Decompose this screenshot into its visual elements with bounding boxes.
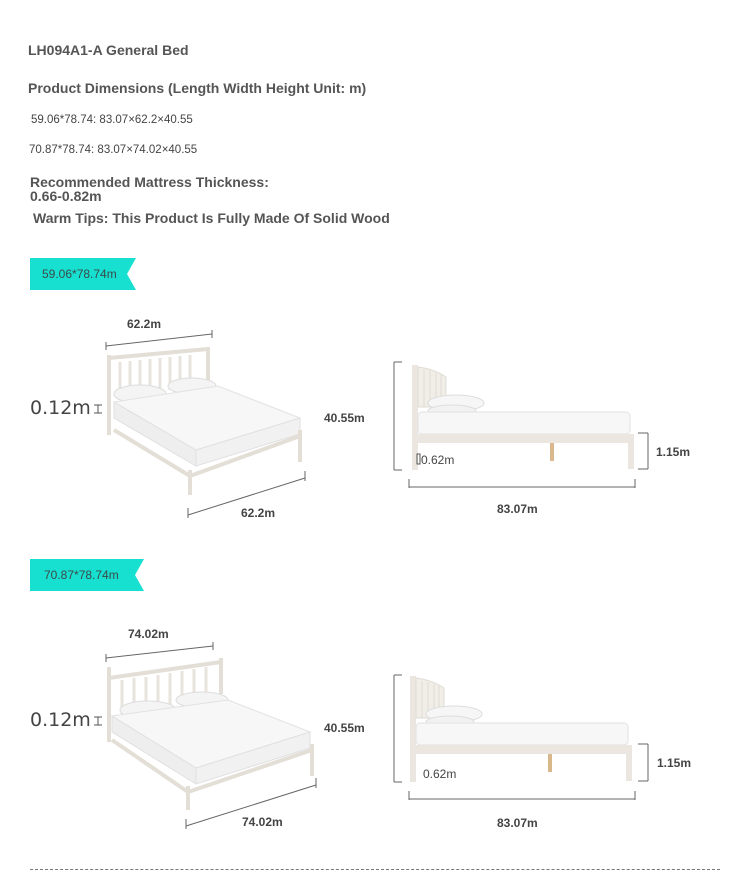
variant-1-front-height: 40.55m (324, 411, 365, 425)
footer-divider (30, 869, 720, 870)
variant-2-front-bed-image (100, 642, 325, 832)
variant-2-side-length: 83.07m (497, 816, 538, 830)
variant-1-side-leg-height: 0.62m (421, 453, 455, 467)
mattress-thickness (30, 175, 269, 203)
variant-1-side-rail-height: 1.15m (656, 445, 691, 459)
variant-1-side-bed-image (390, 355, 660, 490)
size-line-2: 70.87*78.74: 83.07×74.02×40.55 (29, 144, 198, 156)
variant-2-front-width-top: 74.02m (128, 627, 169, 641)
product-title: LH094A1-A General Bed (28, 42, 189, 58)
mattress-label: Recommended Mattress Thickness: (30, 174, 269, 190)
variant-2-front-height: 40.55m (324, 721, 365, 735)
variant-1-front-clearance: 0.12m (30, 397, 91, 419)
variant-1-side-length: 83.07m (497, 502, 538, 516)
variant-1-front-width-top: 62.2m (127, 317, 162, 331)
variant-2-front-width-bottom: 74.02m (242, 815, 283, 829)
variant-2-side-rail-height: 1.15m (657, 756, 692, 770)
variant-2-side-bed-image (390, 668, 660, 803)
variant-2-side-leg-height: 0.62m (423, 767, 457, 781)
variant-2-front-clearance: 0.12m (30, 709, 91, 731)
mattress-value: 0.66-0.82m (30, 188, 102, 204)
dimensions-heading: Product Dimensions (Length Width Height Unit: m) (28, 80, 367, 96)
size-line-1: 59.06*78.74: 83.07×62.2×40.55 (31, 114, 193, 126)
variant-1-front-width-bottom: 62.2m (241, 506, 276, 520)
variant-2-badge: 70.87*78.74m (44, 568, 119, 582)
warm-tips: Warm Tips: This Product Is Fully Made Of Solid Wood (33, 210, 390, 226)
variant-1-badge: 59.06*78.74m (42, 267, 117, 281)
variant-1-front-bed-image (100, 330, 315, 515)
